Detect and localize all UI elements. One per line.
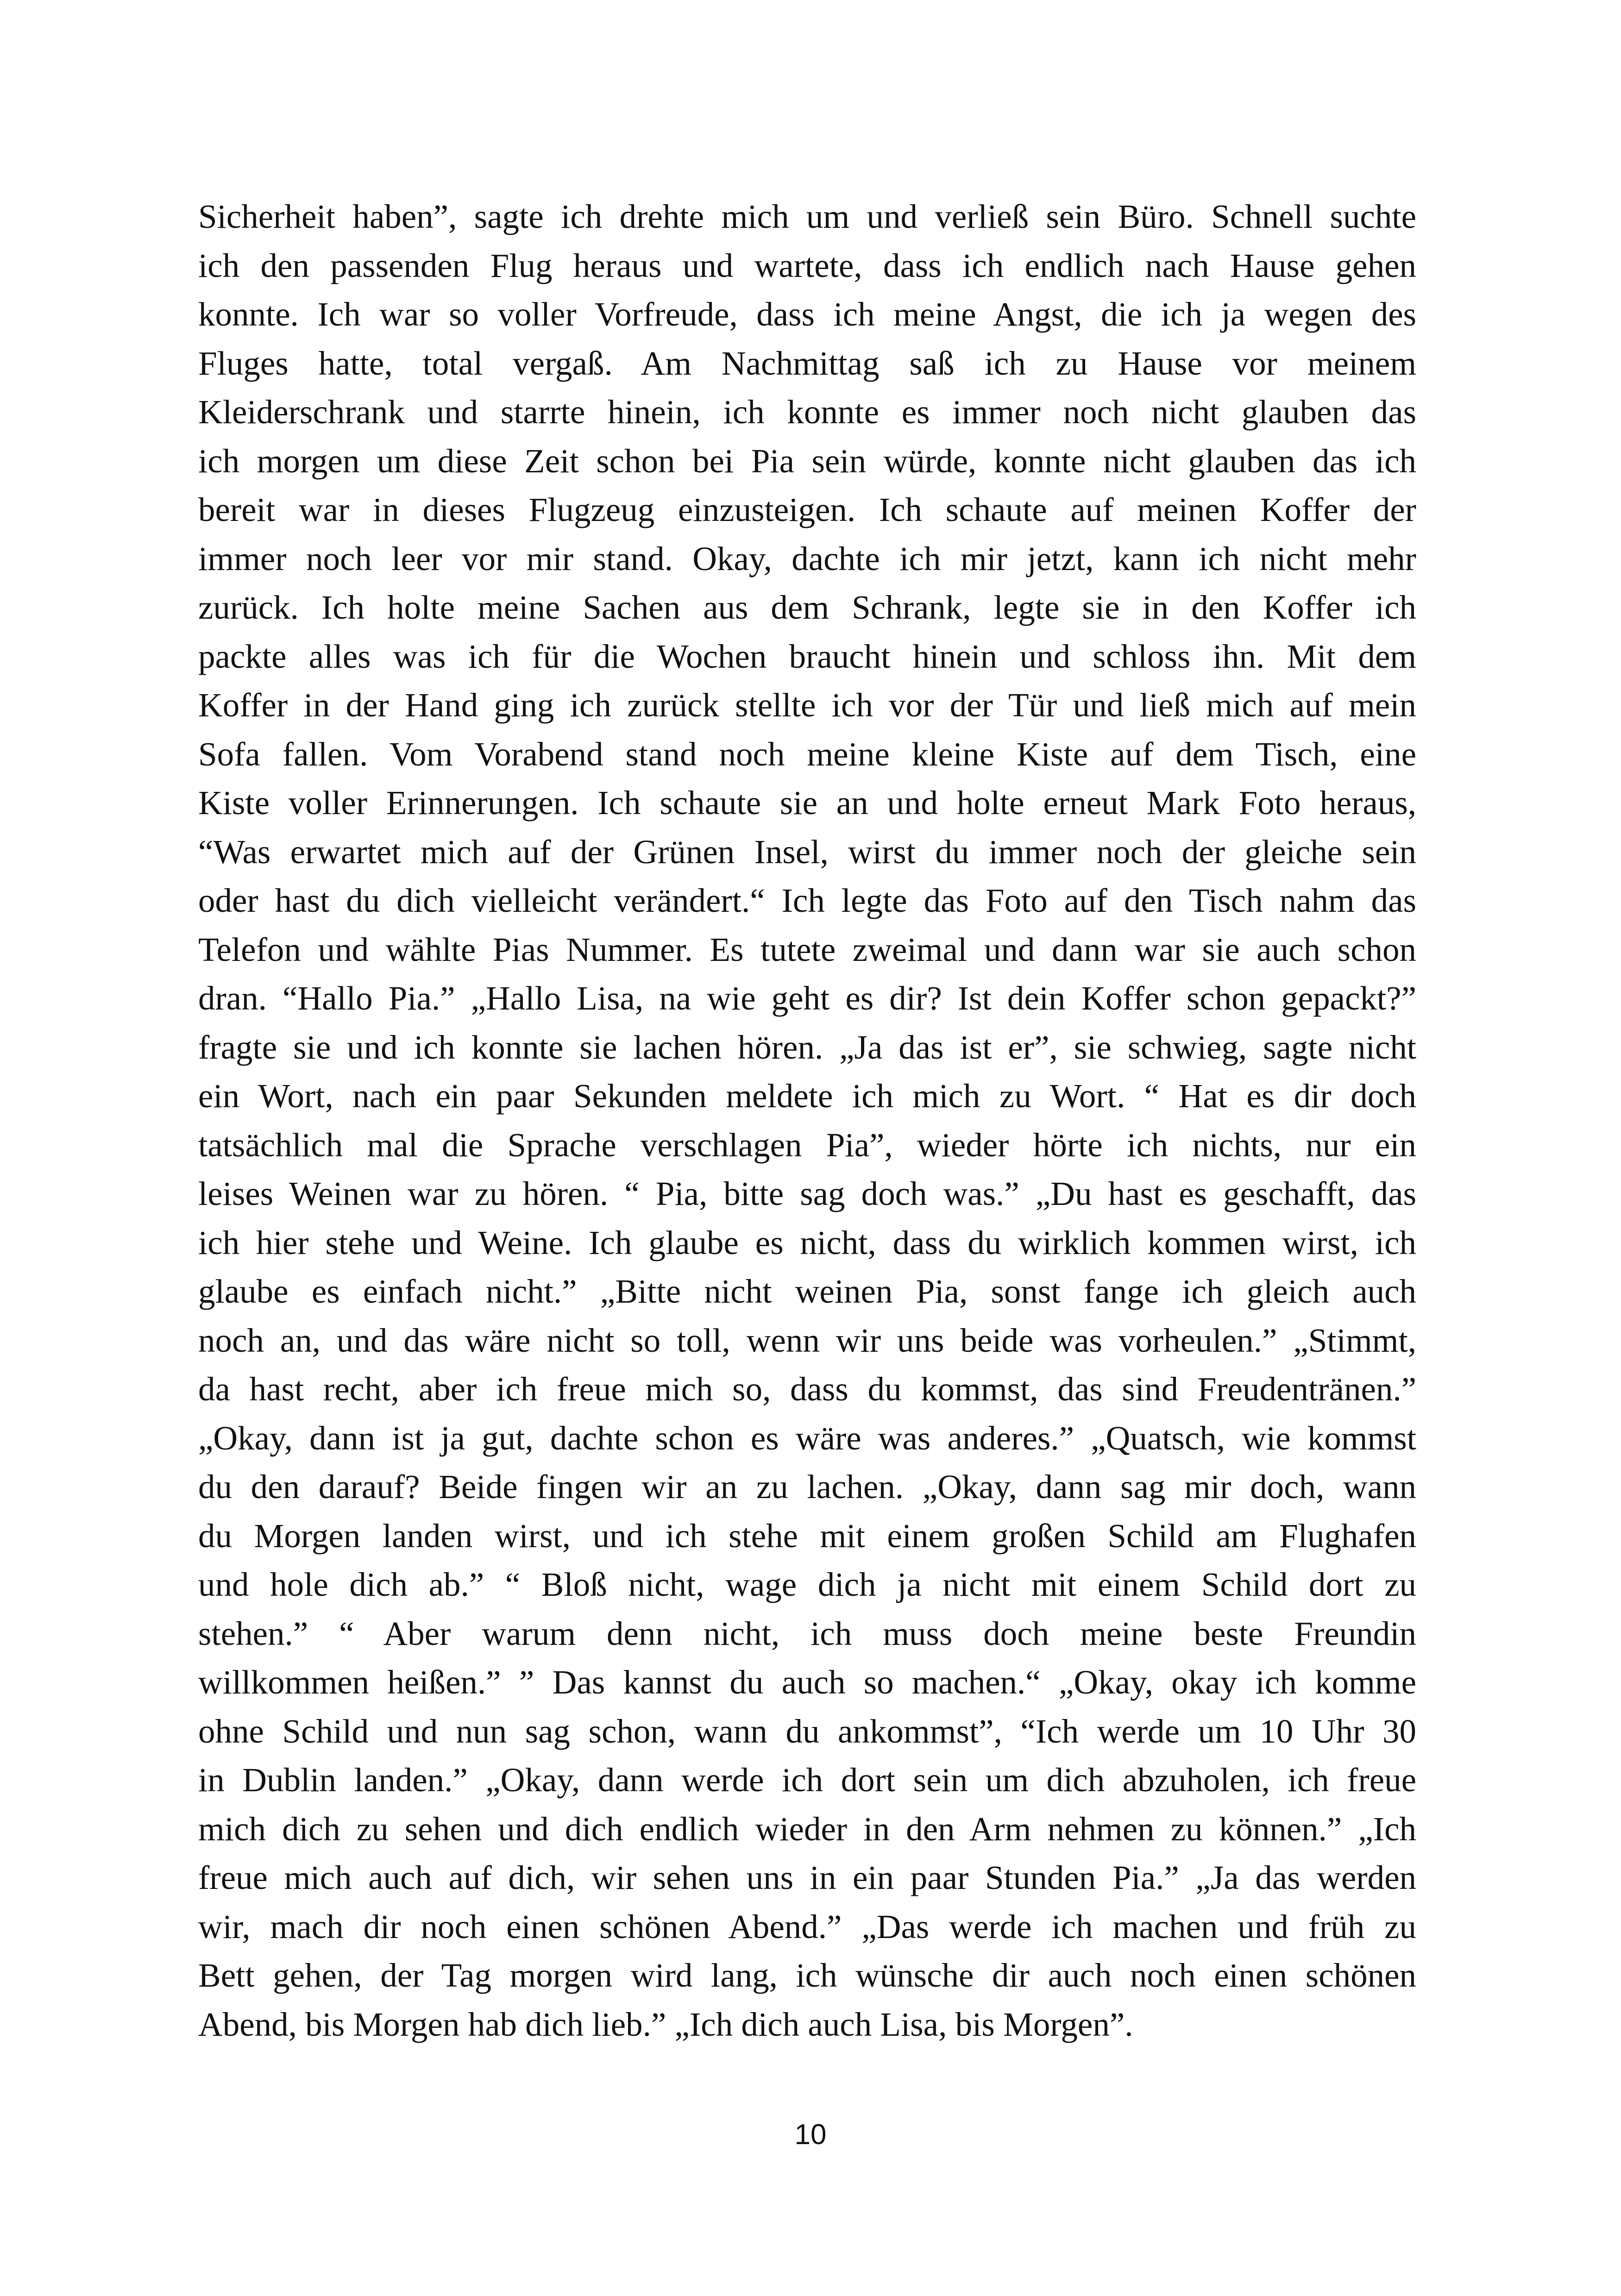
text-line: du Morgen landen wirst, und ich stehe mit einem großen Schild am Flughafen bbox=[198, 1517, 1416, 1555]
text-line: “Was erwartet mich auf der Grünen Insel, wirst du immer noch der gleiche sein bbox=[198, 833, 1416, 871]
text-line: du den darauf? Beide fingen wir an zu lachen. „Okay, dann sag mir doch, wann bbox=[198, 1468, 1416, 1506]
text-line: oder hast du dich vielleicht verändert.“ Ich legte das Foto auf den Tisch nahm das bbox=[198, 882, 1416, 919]
text-line: mich dich zu sehen und dich endlich wieder in den Arm nehmen zu können.” „Ich bbox=[198, 1810, 1416, 1848]
text-line: zurück. Ich holte meine Sachen aus dem Schrank, legte sie in den Koffer ich bbox=[198, 589, 1416, 626]
text-line: fragte sie und ich konnte sie lachen hören. „Ja das ist er”, sie schwieg, sagte nicht bbox=[198, 1028, 1416, 1066]
text-line: immer noch leer vor mir stand. Okay, dachte ich mir jetzt, kann ich nicht mehr bbox=[198, 539, 1416, 577]
text-line: tatsächlich mal die Sprache verschlagen Pia”, wieder hörte ich nichts, nur ein bbox=[198, 1126, 1416, 1164]
text-line: Koffer in der Hand ging ich zurück stellte ich vor der Tür und ließ mich auf mein bbox=[198, 686, 1416, 724]
text-line: konnte. Ich war so voller Vorfreude, dass ich meine Angst, die ich ja wegen des bbox=[198, 295, 1416, 333]
text-line: Kleiderschrank und starrte hinein, ich konnte es immer noch nicht glauben das bbox=[198, 393, 1416, 431]
text-line: wir, mach dir noch einen schönen Abend.” „Das werde ich machen und früh zu bbox=[198, 1907, 1416, 1945]
text-line: ich den passenden Flug heraus und wartete, dass ich endlich nach Hause gehen bbox=[198, 246, 1416, 284]
text-line: Bett gehen, der Tag morgen wird lang, ich wünsche dir auch noch einen schönen bbox=[198, 1957, 1416, 1994]
text-line: noch an, und das wäre nicht so toll, wenn wir uns beide was vorheulen.” „Stimmt, bbox=[198, 1321, 1416, 1359]
text-line: und hole dich ab.” “ Bloß nicht, wage dich ja nicht mit einem Schild dort zu bbox=[198, 1566, 1416, 1603]
text-line: Telefon und wählte Pias Nummer. Es tutete zweimal und dann war sie auch schon bbox=[198, 930, 1416, 968]
text-line: Kiste voller Erinnerungen. Ich schaute sie an und holte erneut Mark Foto heraus, bbox=[198, 784, 1416, 822]
text-line: glaube es einfach nicht.” „Bitte nicht weinen Pia, sonst fange ich gleich auch bbox=[198, 1273, 1416, 1310]
text-line: Sicherheit haben”, sagte ich drehte mich um und verließ sein Büro. Schnell suchte bbox=[198, 198, 1416, 235]
text-line: bereit war in dieses Flugzeug einzusteigen. Ich schaute auf meinen Koffer der bbox=[198, 491, 1416, 528]
text-line: „Okay, dann ist ja gut, dachte schon es wäre was anderes.” „Quatsch, wie kommst bbox=[198, 1419, 1416, 1457]
text-line: willkommen heißen.” ” Das kannst du auch so machen.“ „Okay, okay ich komme bbox=[198, 1663, 1416, 1701]
text-line: ich morgen um diese Zeit schon bei Pia sein würde, konnte nicht glauben das ich bbox=[198, 442, 1416, 480]
text-line: stehen.” “ Aber warum denn nicht, ich muss doch meine beste Freundin bbox=[198, 1614, 1416, 1652]
text-line: Abend, bis Morgen hab dich lieb.” „Ich dich auch Lisa, bis Morgen”. bbox=[198, 2005, 1133, 2043]
text-line: ein Wort, nach ein paar Sekunden meldete ich mich zu Wort. “ Hat es dir doch bbox=[198, 1077, 1416, 1115]
text-line: ich hier stehe und Weine. Ich glaube es nicht, dass du wirklich kommen wirst, ich bbox=[198, 1223, 1416, 1261]
text-line: Fluges hatte, total vergaß. Am Nachmittag saß ich zu Hause vor meinem bbox=[198, 344, 1416, 382]
text-line: ohne Schild und nun sag schon, wann du ankommst”, “Ich werde um 10 Uhr 30 bbox=[198, 1712, 1416, 1750]
text-line: packte alles was ich für die Wochen braucht hinein und schloss ihn. Mit dem bbox=[198, 637, 1416, 675]
text-line: dran. “Hallo Pia.” „Hallo Lisa, na wie geht es dir? Ist dein Koffer schon gepackt?” bbox=[198, 979, 1416, 1017]
page-number: 10 bbox=[794, 2119, 827, 2151]
text-line: Sofa fallen. Vom Vorabend stand noch meine kleine Kiste auf dem Tisch, eine bbox=[198, 735, 1416, 773]
text-line: freue mich auch auf dich, wir sehen uns in ein paar Stunden Pia.” „Ja das werden bbox=[198, 1859, 1416, 1896]
body-text bbox=[198, 192, 1416, 2049]
text-line: leises Weinen war zu hören. “ Pia, bitte sag doch was.” „Du hast es geschafft, das bbox=[198, 1175, 1416, 1212]
text-line: da hast recht, aber ich freue mich so, dass du kommst, das sind Freudentränen.” bbox=[198, 1370, 1416, 1408]
text-line: in Dublin landen.” „Okay, dann werde ich dort sein um dich abzuholen, ich freue bbox=[198, 1761, 1416, 1799]
